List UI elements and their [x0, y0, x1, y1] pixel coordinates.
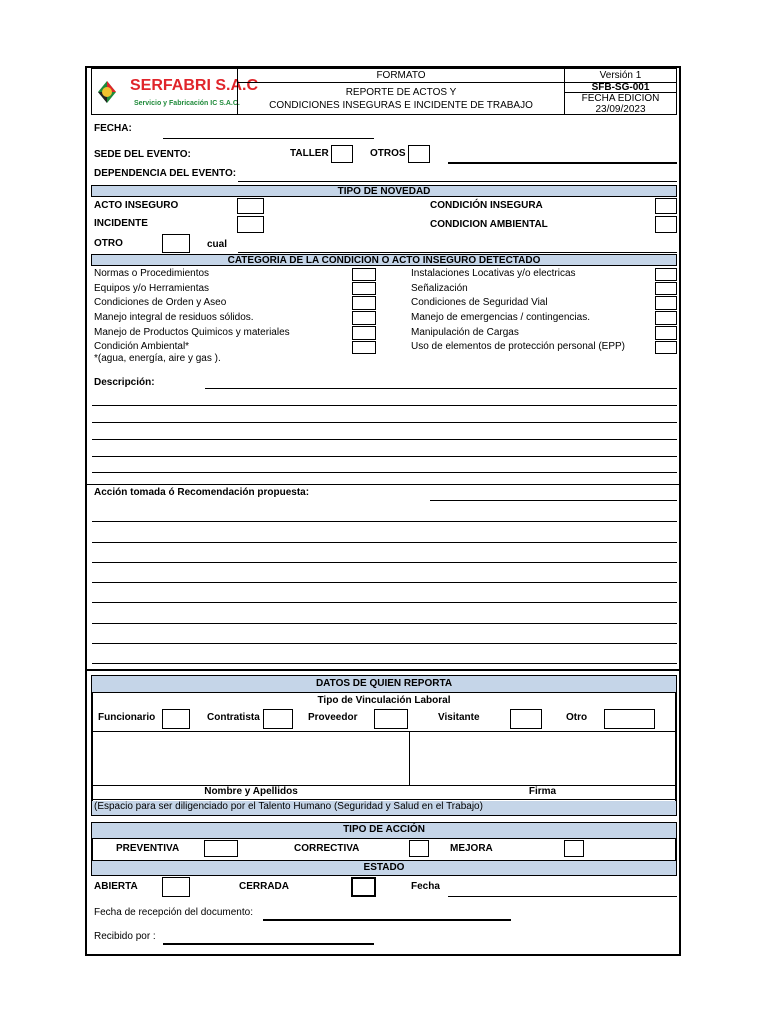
edition-label: FECHA EDICION [581, 93, 660, 104]
cat-right-checkbox[interactable] [655, 282, 677, 295]
correctiva-label: CORRECTIVA [294, 843, 360, 854]
accion-tomada-label: Acción tomada ó Recomendación propuesta: [94, 487, 310, 498]
otro-vinculo-label: Otro [566, 712, 588, 723]
recepcion-label: Fecha de recepción del documento: [94, 907, 253, 918]
cat-left-checkbox[interactable] [352, 341, 376, 354]
cat-right-epp: Uso de elementos de protección personal (EPP) [411, 341, 626, 352]
cat-left-checkbox[interactable] [352, 282, 376, 295]
dependencia-field[interactable] [238, 181, 677, 182]
accion-line[interactable] [430, 500, 677, 501]
incidente-label: INCIDENTE [94, 218, 148, 229]
divider [92, 799, 676, 800]
estado-header: ESTADO [92, 860, 676, 875]
accion-line[interactable] [92, 663, 677, 664]
logo-tagline: Servicio y Fabricación IC S.A.C. [134, 100, 240, 107]
acto-inseguro-checkbox[interactable] [237, 198, 264, 214]
cat-left-checkbox[interactable] [352, 311, 376, 325]
descripcion-line[interactable] [205, 388, 677, 389]
preventiva-label: PREVENTIVA [116, 843, 180, 854]
otros-label: OTROS [370, 148, 406, 159]
title-line-1: REPORTE DE ACTOS Y [345, 87, 457, 98]
logo-cell [91, 68, 259, 115]
accion-line[interactable] [92, 562, 677, 563]
condicion-insegura-checkbox[interactable] [655, 198, 677, 214]
cat-left-orden: Condiciones de Orden y Aseo [94, 297, 227, 308]
title-line-2: CONDICIONES INSEGURAS E INCIDENTE DE TRABAJO [269, 100, 533, 111]
accion-line[interactable] [92, 542, 677, 543]
mejora-checkbox[interactable] [564, 840, 584, 857]
espacio-note: (Espacio para ser diligenciado por el Talento Humano (Seguridad y Salud en el Trabajo) [92, 801, 676, 815]
otro-label: OTRO [94, 238, 123, 249]
sede-label: SEDE DEL EVENTO: [94, 149, 191, 160]
cat-right-checkbox[interactable] [655, 326, 677, 340]
format-label: FORMATO [237, 68, 565, 83]
cat-right-cargas: Manipulación de Cargas [411, 327, 519, 338]
preventiva-checkbox[interactable] [204, 840, 238, 857]
otro-vinculo-checkbox[interactable] [604, 709, 655, 729]
nombre-label: Nombre y Apellidos [204, 786, 298, 797]
cerrada-label: CERRADA [239, 881, 289, 892]
document-title [237, 82, 565, 115]
accion-line[interactable] [92, 643, 677, 644]
abierta-label: ABIERTA [94, 881, 138, 892]
edition-cell [564, 92, 677, 115]
cat-right-checkbox[interactable] [655, 311, 677, 325]
funcionario-label: Funcionario [98, 712, 156, 723]
document-code: SFB-SG-001 [564, 82, 677, 93]
otros-field[interactable] [448, 162, 677, 164]
fecha-label: FECHA: [94, 123, 132, 134]
section-divider [85, 669, 681, 671]
descripcion-line[interactable] [92, 405, 677, 406]
otros-checkbox[interactable] [408, 145, 430, 163]
categoria-header: CATEGORIA DE LA CONDICION O ACTO INSEGURO DETECTADO [91, 254, 677, 266]
otro-checkbox[interactable] [162, 234, 190, 253]
contratista-checkbox[interactable] [263, 709, 293, 729]
accion-line[interactable] [92, 521, 677, 522]
cat-right-instalaciones: Instalaciones Locativas y/o electricas [411, 268, 576, 279]
condicion-ambiental-label: CONDICION AMBIENTAL [430, 219, 548, 230]
cat-left-residuos: Manejo integral de residuos sólidos. [94, 312, 254, 323]
cual-label: cual [207, 239, 228, 250]
cual-field[interactable] [238, 252, 677, 253]
cat-left-checkbox[interactable] [352, 326, 376, 340]
recibido-field[interactable] [163, 943, 374, 945]
accion-line[interactable] [92, 602, 677, 603]
nombre-field[interactable] [92, 731, 410, 786]
accion-line[interactable] [92, 623, 677, 624]
mejora-label: MEJORA [450, 843, 493, 854]
cat-left-normas: Normas o Procedimientos [94, 268, 210, 279]
section-divider [85, 484, 681, 485]
estado-fecha-label: Fecha [411, 881, 440, 892]
acto-inseguro-label: ACTO INSEGURO [94, 200, 179, 211]
incidente-checkbox[interactable] [237, 216, 264, 233]
cat-left-checkbox[interactable] [352, 268, 376, 281]
visitante-label: Visitante [438, 712, 480, 723]
proveedor-checkbox[interactable] [374, 709, 408, 729]
recepcion-field[interactable] [263, 919, 511, 921]
condicion-ambiental-checkbox[interactable] [655, 216, 677, 233]
cat-left-checkbox[interactable] [352, 296, 376, 310]
cat-right-vial: Condiciones de Seguridad Vial [411, 297, 548, 308]
firma-label: Firma [528, 786, 557, 797]
condicion-insegura-label: CONDICIÓN INSEGURA [430, 200, 543, 211]
version-label: Versión 1 [564, 68, 677, 83]
cat-right-checkbox[interactable] [655, 268, 677, 281]
descripcion-label: Descripción: [94, 377, 155, 388]
proveedor-label: Proveedor [308, 712, 358, 723]
funcionario-checkbox[interactable] [162, 709, 190, 729]
cat-right-checkbox[interactable] [655, 341, 677, 354]
descripcion-line[interactable] [92, 456, 677, 457]
cat-right-senalizacion: Señalización [411, 283, 468, 294]
correctiva-checkbox[interactable] [409, 840, 429, 857]
contratista-label: Contratista [207, 712, 260, 723]
taller-checkbox[interactable] [331, 145, 353, 163]
logo-name: SERFABRI S.A.C [130, 77, 259, 94]
dependencia-label: DEPENDENCIA DEL EVENTO: [94, 168, 237, 179]
vinculacion-label: Tipo de Vinculación Laboral [317, 695, 451, 706]
descripcion-line[interactable] [92, 439, 677, 440]
cat-left-equipos: Equipos y/o Herramientas [94, 283, 210, 294]
descripcion-line[interactable] [92, 472, 677, 473]
firma-field[interactable] [409, 731, 676, 786]
cat-left-note: *(agua, energía, aire y gas ). [94, 353, 221, 364]
taller-label: TALLER [290, 148, 329, 159]
serfabri-logo-icon [96, 79, 118, 105]
recibido-label: Recibido por : [94, 931, 156, 942]
tipo-novedad-header: TIPO DE NOVEDAD [91, 185, 677, 197]
reporta-header: DATOS DE QUIEN REPORTA [92, 676, 676, 693]
cat-right-checkbox[interactable] [655, 296, 677, 310]
cat-left-quimicos: Manejo de Productos Quimicos y materiales [94, 327, 290, 338]
cerrada-checkbox[interactable] [351, 877, 376, 897]
abierta-checkbox[interactable] [162, 877, 190, 897]
edition-date: 23/09/2023 [595, 104, 646, 115]
descripcion-line[interactable] [92, 422, 677, 423]
cat-right-emergencias: Manejo de emergencias / contingencias. [411, 312, 590, 323]
estado-fecha-field[interactable] [448, 896, 677, 897]
visitante-checkbox[interactable] [510, 709, 542, 729]
cat-left-ambiental: Condición Ambiental* [94, 341, 190, 352]
accion-line[interactable] [92, 582, 677, 583]
fecha-field[interactable] [163, 138, 374, 139]
tipo-accion-header: TIPO DE ACCIÓN [92, 823, 676, 839]
